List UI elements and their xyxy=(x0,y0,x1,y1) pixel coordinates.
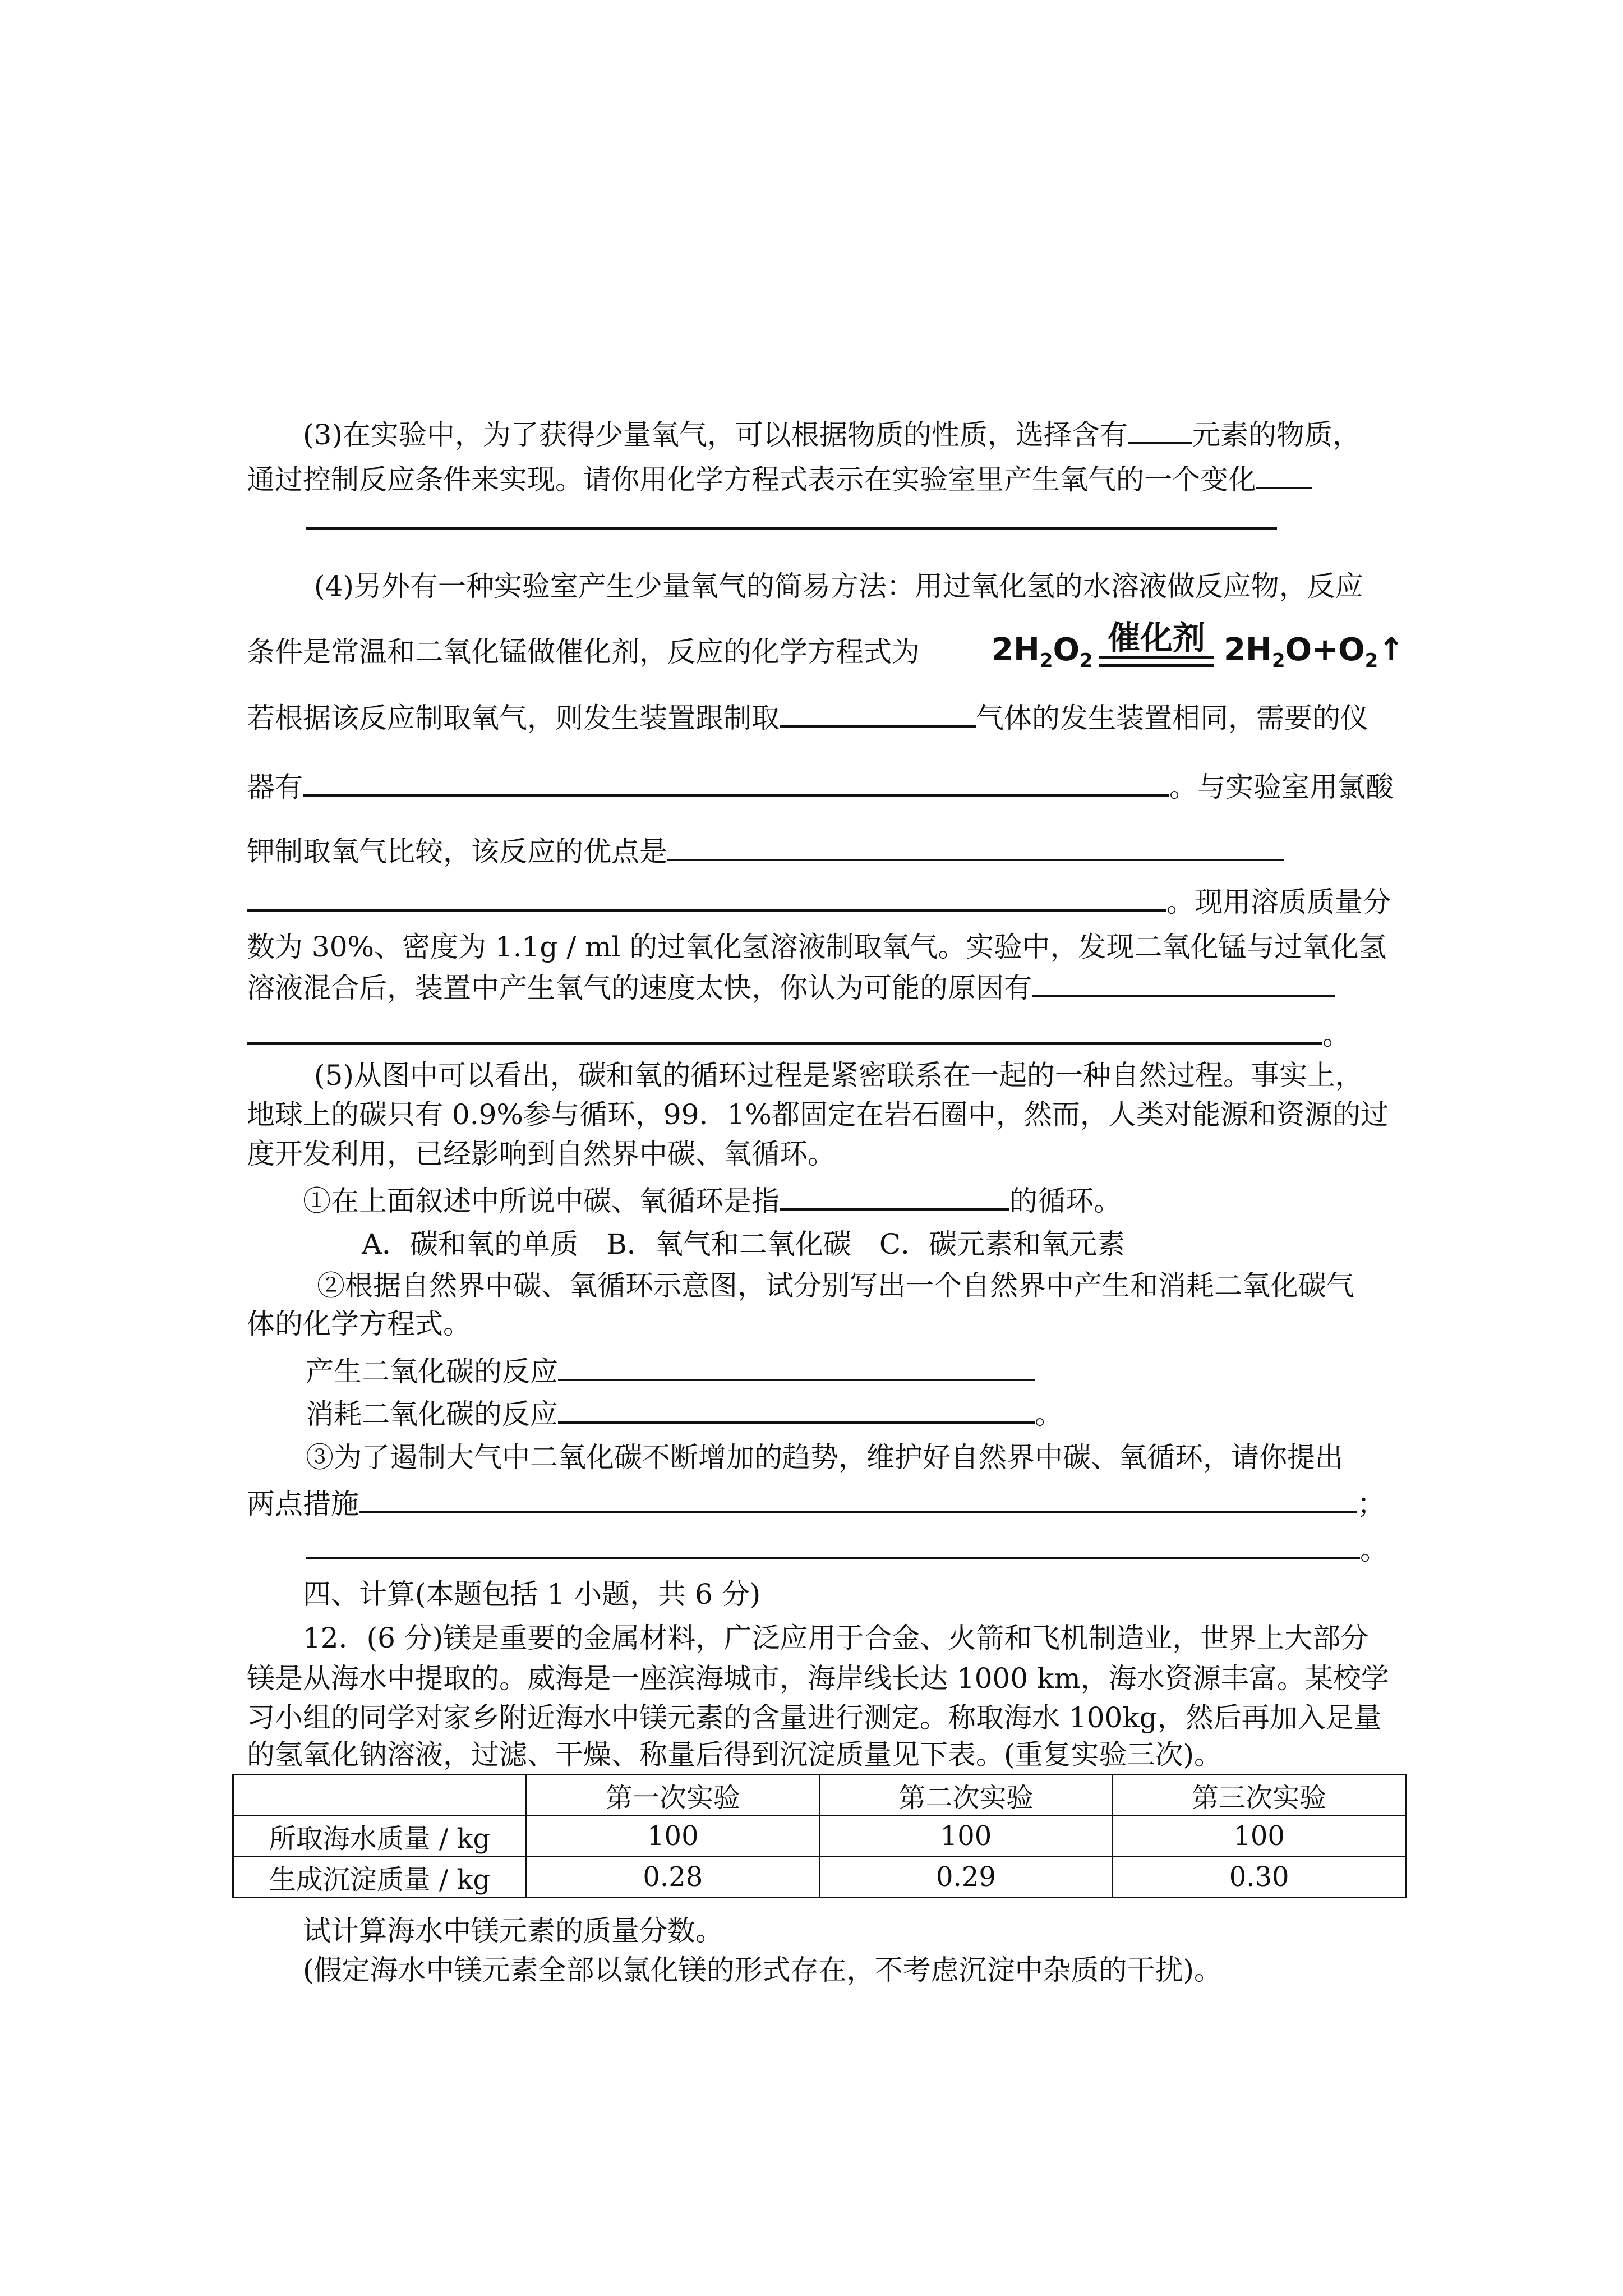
q4-text-3b: 气体的发生装置相同，需要的仪 xyxy=(976,702,1368,734)
q4-line8 xyxy=(247,969,1335,1005)
q5-line1 xyxy=(314,1059,1363,1092)
q5-sub2a xyxy=(317,1269,1354,1303)
q4-text-3a: 若根据该反应制取氧气，则发生装置跟制取 xyxy=(247,702,780,734)
h2o2-equation xyxy=(992,632,1093,672)
q5-consume xyxy=(306,1396,1063,1431)
q5-sub2b-text: 体的化学方程式。 xyxy=(247,1308,471,1340)
q5-cycle-blank[interactable] xyxy=(780,1182,1009,1211)
q3-text-a: (3)在实验中，为了获得少量氧气，可以根据物质的性质，选择含有 xyxy=(303,418,1128,451)
q5-sub3b-text: 两点措施 xyxy=(247,1488,359,1520)
q12-line1 xyxy=(303,1621,1368,1655)
q12-after2-text: (假定海水中镁元素全部以氯化镁的形式存在，不考虑沉淀中杂质的干扰)。 xyxy=(303,1954,1223,1986)
q4-advantage-blank-b[interactable] xyxy=(247,884,1166,912)
q5-sub2b xyxy=(247,1307,471,1341)
q5-consume-period: 。 xyxy=(1035,1398,1063,1430)
q12-line2 xyxy=(247,1662,1389,1695)
table-cell: 100 xyxy=(527,1816,820,1857)
q12-after1-text: 试计算海水中镁元素的质量分数。 xyxy=(303,1915,723,1947)
q4-reason-blank-a[interactable] xyxy=(1032,969,1335,997)
q12-text-4: 的氢氧化钠溶液，过滤、干燥、称量后得到沉淀质量见下表。(重复实验三次)。 xyxy=(247,1738,1223,1771)
q5-sub3b xyxy=(247,1485,1385,1521)
eq-right-o: O+O xyxy=(1285,632,1365,668)
eq-left-sub1: 2 xyxy=(1039,650,1053,673)
table-header-cell: 第二次实验 xyxy=(819,1775,1113,1816)
q12-after2 xyxy=(303,1953,1222,1987)
q5-sub3a-text: ③为了遏制大气中二氧化碳不断增加的趋势，维护好自然界中碳、氧循环，请你提出 xyxy=(306,1441,1343,1474)
eq-right-sub2: 2 xyxy=(1364,650,1378,673)
table-header-row xyxy=(233,1775,1406,1816)
table-header-cell xyxy=(233,1775,527,1816)
q5-consume-label: 消耗二氧化碳的反应 xyxy=(306,1398,558,1430)
q3-equation-blank-a[interactable] xyxy=(1256,461,1312,489)
q5-measures-blank-a[interactable] xyxy=(359,1485,1357,1513)
q4-reason-blank-b[interactable] xyxy=(247,1016,1322,1045)
q4-line2 xyxy=(247,635,920,669)
table-row xyxy=(233,1857,1406,1898)
table-row xyxy=(233,1816,1406,1857)
q3-text-b: 元素的物质， xyxy=(1192,418,1361,451)
q12-line3 xyxy=(247,1701,1382,1734)
q5-sub1 xyxy=(303,1182,1122,1218)
q5-produce-label: 产生二氧化碳的反应 xyxy=(306,1355,558,1388)
q5-sub3a xyxy=(306,1441,1343,1474)
table-cell: 0.30 xyxy=(1113,1857,1406,1898)
q4-gas-blank[interactable] xyxy=(780,700,976,728)
q5-line3 xyxy=(247,1137,836,1171)
q5-text-3: 度开发利用，已经影响到自然界中碳、氧循环。 xyxy=(247,1138,836,1170)
table-cell: 0.28 xyxy=(527,1857,820,1898)
q5-sub1-b: 的循环。 xyxy=(1009,1185,1122,1217)
q5-options-text: A．碳和氧的单质 B．氧气和二氧化碳 C．碳元素和氧元素 xyxy=(362,1228,1126,1260)
q4-text-8: 溶液混合后，装置中产生氧气的速度太快，你认为可能的原因有 xyxy=(247,972,1032,1004)
q12-text-3: 习小组的同学对家乡附近海水中镁元素的含量进行测定。称取海水 100kg，然后再加入足量 xyxy=(247,1701,1382,1734)
q12-line4 xyxy=(247,1738,1222,1772)
q5-text-1: (5)从图中可以看出，碳和氧的循环过程是紧密联系在一起的一种自然过程。事实上， xyxy=(314,1059,1363,1092)
q5-produce xyxy=(306,1353,1035,1388)
q5-options xyxy=(362,1227,1125,1261)
table-cell: 100 xyxy=(1113,1816,1406,1857)
q3-element-blank[interactable] xyxy=(1128,416,1192,444)
q3-text-c: 通过控制反应条件来实现。请你用化学方程式表示在实验室里产生氧气的一个变化 xyxy=(247,463,1256,496)
q4-line1 xyxy=(314,569,1363,603)
q3-line1 xyxy=(303,416,1361,452)
section4-heading-text: 四、计算(本题包括 1 小题，共 6 分) xyxy=(303,1578,761,1611)
q4-line6 xyxy=(247,884,1391,919)
q4-text-2: 条件是常温和二氧化锰做催化剂，反应的化学方程式为 xyxy=(247,636,920,668)
eq-left-h: 2H xyxy=(992,632,1040,668)
q5-text-2: 地球上的碳只有 0.9%参与循环，99．1%都固定在岩石圈中，然而，人类对能源和资源的过 xyxy=(247,1098,1389,1131)
q4-text-4a: 器有 xyxy=(247,771,303,803)
q12-text-2: 镁是从海水中提取的。威海是一座滨海城市，海岸线长达 1000 km，海水资源丰富。某校学 xyxy=(247,1662,1389,1695)
q4-line7 xyxy=(247,930,1386,964)
equation-bar-bottom xyxy=(1099,664,1214,667)
q5-produce-blank[interactable] xyxy=(558,1353,1035,1381)
table-cell: 所取海水质量 / kg xyxy=(233,1816,527,1857)
eq-right xyxy=(1224,632,1404,672)
table-cell: 0.29 xyxy=(819,1857,1113,1898)
q4-text-1: (4)另外有一种实验室产生少量氧气的简易方法：用过氧化氢的水溶液做反应物，反应 xyxy=(314,570,1363,602)
eq-right-sub1: 2 xyxy=(1271,650,1285,673)
catalyst-label xyxy=(1108,611,1205,659)
q12-after1 xyxy=(303,1914,723,1948)
table-cell: 100 xyxy=(819,1816,1113,1857)
q4-line9 xyxy=(247,1016,1350,1052)
q4-instruments-blank[interactable] xyxy=(303,769,1169,797)
q4-line5 xyxy=(247,833,1284,868)
section4-heading xyxy=(303,1577,760,1611)
q3-line2 xyxy=(247,461,1312,496)
q5-measures-blank-b[interactable] xyxy=(306,1531,1360,1559)
catalyst-text: 催化剂 xyxy=(1108,619,1206,657)
q5-line2 xyxy=(247,1098,1389,1131)
eq-left-o: O xyxy=(1053,632,1080,668)
q4-advantage-blank-a[interactable] xyxy=(667,833,1284,861)
q5-measures-line2 xyxy=(306,1531,1388,1567)
gas-arrow-icon: ↑ xyxy=(1378,632,1405,668)
q4-line3 xyxy=(247,700,1368,735)
equation-bar-top xyxy=(1099,656,1214,659)
q5-sub2a-text: ②根据自然界中碳、氧循环示意图，试分别写出一个自然界中产生和消耗二氧化碳气 xyxy=(317,1269,1354,1302)
q4-text-5: 钾制取氧气比较，该反应的优点是 xyxy=(247,835,667,868)
q4-text-9: 。 xyxy=(1322,1019,1350,1051)
q5-consume-blank[interactable] xyxy=(558,1396,1035,1424)
eq-right-h: 2H xyxy=(1224,632,1272,668)
table-cell: 生成沉淀质量 / kg xyxy=(233,1857,527,1898)
q4-line4 xyxy=(247,769,1394,804)
experiment-table xyxy=(232,1774,1407,1898)
q4-text-6: 。现用溶质质量分 xyxy=(1166,886,1391,918)
q5-sub1-a: ①在上面叙述中所说中碳、氧循环是指 xyxy=(303,1185,780,1217)
eq-left-sub2: 2 xyxy=(1080,650,1093,673)
table-header-cell: 第一次实验 xyxy=(527,1775,820,1816)
q4-text-4b: 。与实验室用氯酸 xyxy=(1169,771,1394,803)
q5-semicolon: ； xyxy=(1357,1488,1385,1520)
q5-end-period: 。 xyxy=(1360,1534,1388,1566)
q12-text-1: 12．(6 分)镁是重要的金属材料，广泛应用于合金、火箭和飞机制造业，世界上大部分 xyxy=(303,1622,1369,1654)
q3-equation-blank-b[interactable] xyxy=(306,527,1277,530)
table-header-cell: 第三次实验 xyxy=(1113,1775,1406,1816)
q4-text-7: 数为 30%、密度为 1.1g / ml 的过氧化氢溶液制取氧气。实验中，发现二氧化锰与过氧化氢 xyxy=(247,931,1387,963)
